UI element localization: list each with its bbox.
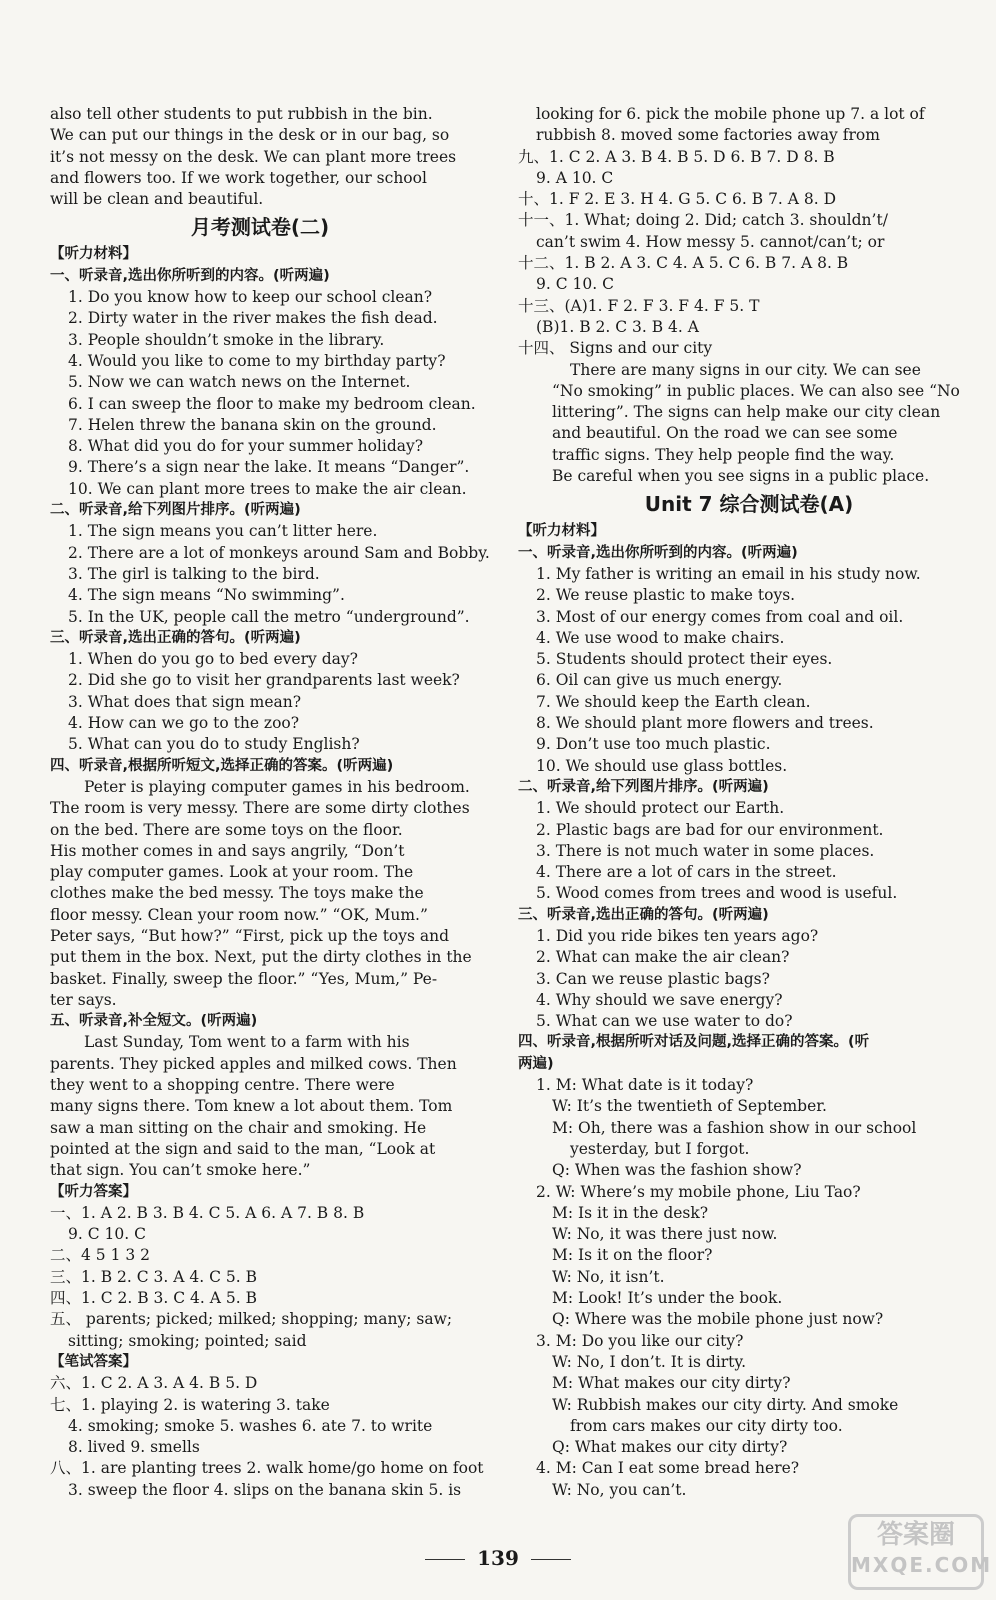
text-line: 2. Plastic bags are bad for our environment. <box>536 820 884 839</box>
text-line: W: No, it was there just now. <box>552 1225 778 1244</box>
section-heading: 四、听录音,根据所听对话及问题,选择正确的答案。(听 <box>518 1034 870 1051</box>
text-line: and beautiful. On the road we can see some <box>552 424 898 443</box>
text-line: 三、1. B 2. C 3. A 4. C 5. B <box>50 1267 257 1286</box>
text-line: Peter says, “But how?” “First, pick up the toys and <box>50 926 450 945</box>
text-line: 2. Dirty water in the river makes the fish dead. <box>68 309 438 328</box>
text-line: M: Is it on the floor? <box>552 1246 713 1265</box>
right-column <box>518 104 980 1501</box>
text-line: 9. C 10. C <box>68 1225 146 1244</box>
text-line: ter says. <box>50 990 117 1009</box>
text-line: We can put our things in the desk or in our bag, so <box>50 126 450 145</box>
text-line: from cars makes our city dirty too. <box>570 1416 843 1435</box>
text-line: put them in the box. Next, put the dirty clothes in the <box>50 948 472 967</box>
text-line: 8. We should plant more flowers and trees. <box>536 714 874 733</box>
text-line: 六、1. C 2. A 3. A 4. B 5. D <box>50 1374 258 1393</box>
text-line: parents. They picked apples and milked cows. Then <box>50 1054 457 1073</box>
text-line: 5. Now we can watch news on the Internet. <box>68 373 411 392</box>
text-line: 4. We use wood to make chairs. <box>536 628 785 647</box>
text-line: Be careful when you see signs in a public place. <box>552 467 930 486</box>
text-line: 四、1. C 2. B 3. C 4. A 5. B <box>50 1289 257 1308</box>
text-line: 2. W: Where’s my mobile phone, Liu Tao? <box>536 1182 861 1201</box>
page-number-text: 139 <box>477 1546 519 1570</box>
text-line: 8. What did you do for your summer holiday? <box>68 437 424 456</box>
text-line: Peter is playing computer games in his bedroom. <box>84 777 470 796</box>
text-line: 五、 parents; picked; milked; shopping; many; saw; <box>50 1310 453 1329</box>
text-line: they went to a shopping centre. There were <box>50 1076 395 1095</box>
text-line: 3. M: Do you like our city? <box>536 1331 744 1350</box>
section-heading: 一、听录音,选出你所听到的内容。(听两遍) <box>50 267 330 284</box>
text-line: 1. Did you ride bikes ten years ago? <box>536 926 819 945</box>
text-line: 八、1. are planting trees 2. walk home/go home on foot <box>50 1459 484 1478</box>
text-line: pointed at the sign and said to the man, “Look at <box>50 1139 436 1158</box>
text-line: 1. Do you know how to keep our school clean? <box>68 288 433 307</box>
text-line: 7. Helen threw the banana skin on the ground. <box>68 415 437 434</box>
text-line: saw a man sitting on the chair and smoking. He <box>50 1118 427 1137</box>
text-line: 8. lived 9. smells <box>68 1438 200 1457</box>
section-heading: 二、听录音,给下列图片排序。(听两遍) <box>50 502 301 519</box>
text-line: 1. My father is writing an email in his study now. <box>536 564 921 583</box>
text-line: 9. C 10. C <box>536 275 614 294</box>
section-heading: 五、听录音,补全短文。(听两遍) <box>50 1013 258 1030</box>
text-line: that sign. You can’t smoke here.” <box>50 1161 311 1180</box>
text-line: 9. There’s a sign near the lake. It means “Danger”. <box>68 458 470 477</box>
text-line: W: No, you can’t. <box>552 1480 687 1499</box>
text-line: sitting; smoking; pointed; said <box>68 1331 307 1350</box>
section-title: Unit 7 综合测试卷(A) <box>644 492 854 517</box>
text-line: 4. Why should we save energy? <box>536 990 783 1009</box>
text-line: 6. I can sweep the floor to make my bedroom clean. <box>68 394 476 413</box>
text-line: M: Look! It’s under the book. <box>552 1289 783 1308</box>
text-line: Q: What makes our city dirty? <box>552 1438 788 1457</box>
text-line: 7. We should keep the Earth clean. <box>536 692 811 711</box>
text-line: can’t swim 4. How messy 5. cannot/can’t; or <box>536 232 885 251</box>
text-line: 3. Most of our energy comes from coal and oil. <box>536 607 904 626</box>
text-line: M: Is it in the desk? <box>552 1203 709 1222</box>
left-column <box>50 104 490 1501</box>
text-line: 5. In the UK, people call the metro “underground”. <box>68 607 470 626</box>
section-title: 月考测试卷(二) <box>190 215 330 240</box>
text-line: 1. M: What date is it today? <box>536 1076 754 1095</box>
text-line: 2. Did she go to visit her grandparents last week? <box>68 671 460 690</box>
text-line: 4. There are a lot of cars in the street. <box>536 863 837 882</box>
text-line: 2. What can make the air clean? <box>536 948 790 967</box>
text-line: floor messy. Clean your room now.” “OK, Mum.” <box>50 905 428 924</box>
text-line: 2. We reuse plastic to make toys. <box>536 586 796 605</box>
text-line: play computer games. Look at your room. The <box>50 863 414 882</box>
text-line: yesterday, but I forgot. <box>570 1139 750 1158</box>
section-heading: 三、听录音,选出正确的答句。(听两遍) <box>518 906 769 923</box>
text-line: 4. smoking; smoke 5. washes 6. ate 7. to write <box>68 1416 433 1435</box>
page-number <box>0 1546 996 1570</box>
text-line: 十二、1. B 2. A 3. C 4. A 5. C 6. B 7. A 8. B <box>518 254 849 273</box>
text-line: 1. The sign means you can’t litter here. <box>68 522 378 541</box>
text-line: (B)1. B 2. C 3. B 4. A <box>536 317 699 336</box>
text-line: on the bed. There are some toys on the floor. <box>50 820 403 839</box>
text-line: 九、1. C 2. A 3. B 4. B 5. D 6. B 7. D 8. B <box>518 147 835 166</box>
section-heading: 【听力材料】 <box>50 246 137 263</box>
section-heading: 【听力答案】 <box>50 1183 137 1200</box>
section-heading: 【听力材料】 <box>518 523 605 540</box>
text-line: 七、1. playing 2. is watering 3. take <box>50 1395 330 1414</box>
text-line: 十四、 Signs and our city <box>518 339 713 358</box>
text-line: it’s not messy on the desk. We can plant more trees <box>50 147 457 166</box>
text-line: looking for 6. pick the mobile phone up 7. a lot of <box>536 105 925 123</box>
text-line: 4. Would you like to come to my birthday party? <box>68 351 446 370</box>
text-line: 十一、1. What; doing 2. Did; catch 3. shouldn’t/ <box>518 211 888 230</box>
text-line: 1. We should protect our Earth. <box>536 799 785 818</box>
text-line: also tell other students to put rubbish in the bin. <box>50 105 433 123</box>
text-line: 3. There is not much water in some places. <box>536 841 875 860</box>
text-line: W: Rubbish makes our city dirty. And smoke <box>552 1395 899 1414</box>
text-line: W: No, I don’t. It is dirty. <box>552 1352 747 1371</box>
text-line: Q: Where was the mobile phone just now? <box>552 1310 884 1329</box>
text-line: 9. A 10. C <box>536 168 614 187</box>
section-heading: 【笔试答案】 <box>50 1353 137 1370</box>
text-line: 5. Wood comes from trees and wood is useful. <box>536 884 898 903</box>
text-line: 5. Students should protect their eyes. <box>536 650 833 669</box>
text-line: 10. We should use glass bottles. <box>536 756 788 775</box>
text-line: 1. When do you go to bed every day? <box>68 650 358 669</box>
section-heading: 三、听录音,选出正确的答句。(听两遍) <box>50 629 301 646</box>
text-line: The room is very messy. There are some dirty clothes <box>50 799 470 818</box>
watermark-line1: 答案圈 <box>876 1520 955 1550</box>
text-line: and flowers too. If we work together, our school <box>50 168 427 187</box>
text-line: 5. What can we use water to do? <box>536 1012 793 1031</box>
text-line: M: Oh, there was a fashion show in our school <box>552 1118 917 1137</box>
text-line: Q: When was the fashion show? <box>552 1161 802 1180</box>
text-line: 3. Can we reuse plastic bags? <box>536 969 770 988</box>
text-line: 4. M: Can I eat some bread here? <box>536 1459 800 1478</box>
text-line: traffic signs. They help people find the way. <box>552 445 895 464</box>
text-line: 3. What does that sign mean? <box>68 692 302 711</box>
text-line: clothes make the bed messy. The toys make the <box>50 884 424 903</box>
text-line: 4. How can we go to the zoo? <box>68 714 300 733</box>
text-line: 一、1. A 2. B 3. B 4. C 5. A 6. A 7. B 8. B <box>50 1203 365 1222</box>
section-heading: 二、听录音,给下列图片排序。(听两遍) <box>518 778 769 795</box>
text-line: M: What makes our city dirty? <box>552 1374 791 1393</box>
text-line: many signs there. Tom knew a lot about them. Tom <box>50 1097 453 1116</box>
text-line: 3. People shouldn’t smoke in the library. <box>68 330 385 349</box>
text-line: “No smoking” in public places. We can also see “No <box>552 381 960 400</box>
text-line: 二、4 5 1 3 2 <box>50 1246 151 1265</box>
section-heading: 一、听录音,选出你所听到的内容。(听两遍) <box>518 544 798 561</box>
watermark-line2: MXQE.COM <box>851 1553 993 1577</box>
text-line: 3. The girl is talking to the bird. <box>68 564 320 583</box>
text-line: His mother comes in and says angrily, “Don’t <box>50 841 405 860</box>
text-line: 2. There are a lot of monkeys around Sam and Bobby. <box>68 543 490 562</box>
text-line: 6. Oil can give us much energy. <box>536 671 783 690</box>
text-line: 3. sweep the floor 4. slips on the banana skin 5. is <box>68 1480 462 1499</box>
text-line: 10. We can plant more trees to make the air clean. <box>68 479 467 498</box>
text-line: W: No, it isn’t. <box>552 1267 665 1286</box>
watermark-logo <box>848 1514 993 1590</box>
text-line: There are many signs in our city. We can see <box>570 360 921 379</box>
section-heading: 四、听录音,根据所听短文,选择正确的答案。(听两遍) <box>50 757 394 774</box>
text-line: will be clean and beautiful. <box>50 190 264 209</box>
text-line: 十三、(A)1. F 2. F 3. F 4. F 5. T <box>518 296 760 315</box>
text-line: W: It’s the twentieth of September. <box>552 1097 827 1116</box>
text-line: 十、1. F 2. E 3. H 4. G 5. C 6. B 7. A 8. D <box>518 190 837 209</box>
text-line: basket. Finally, sweep the floor.” “Yes, Mum,” Pe- <box>50 969 438 988</box>
text-line: 9. Don’t use too much plastic. <box>536 735 771 754</box>
text-line: rubbish 8. moved some factories away from <box>536 126 880 145</box>
section-heading: 两遍) <box>518 1055 554 1072</box>
text-line: 4. The sign means “No swimming”. <box>68 586 345 605</box>
text-line: 5. What can you do to study English? <box>68 735 360 754</box>
text-line: Last Sunday, Tom went to a farm with his <box>84 1033 410 1052</box>
text-line: littering”. The signs can help make our city clean <box>552 403 941 422</box>
